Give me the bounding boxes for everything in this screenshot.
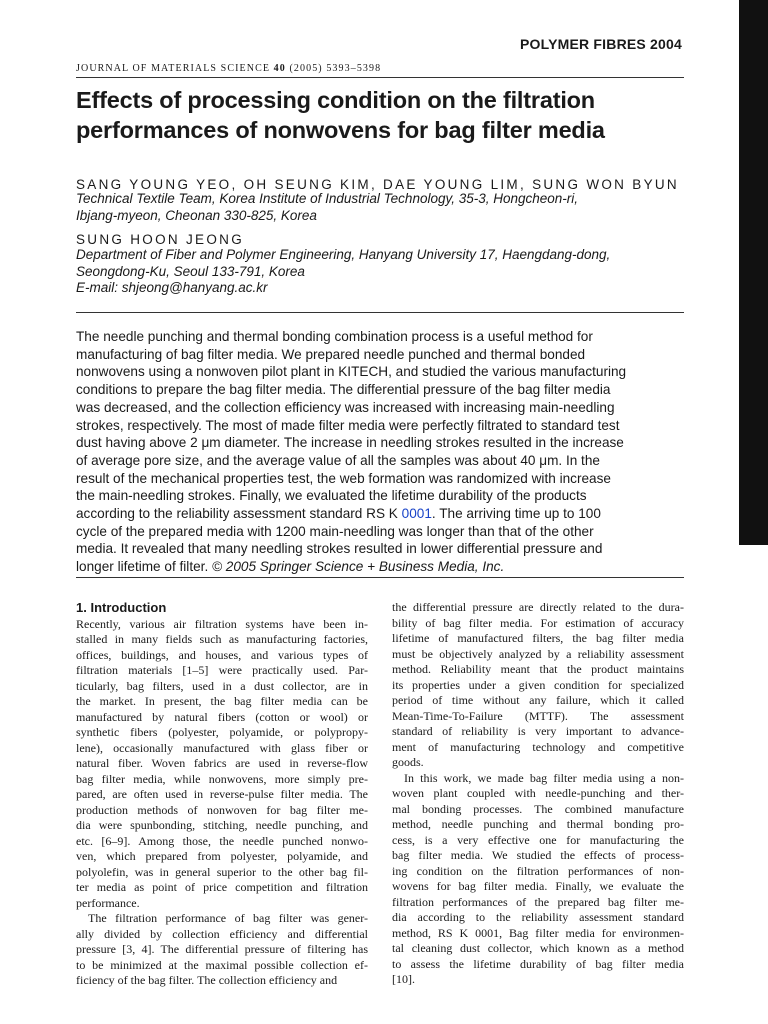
body-text-line: polyolefin, was in general superior to the other bag fil- <box>76 864 368 879</box>
body-text-line: woven plant coupled with needle-punching and ther- <box>392 786 684 800</box>
body-text-line: the differential pressure are directly related to the dura- <box>392 600 684 614</box>
body-column-left <box>76 600 368 989</box>
affiliation-line: Department of Fiber and Polymer Engineering, Hanyang University 17, Haengdang-dong, <box>76 247 611 262</box>
body-text-line: Mean-Time-To-Failure (MTTF). The assessment <box>392 708 684 723</box>
title-line: Effects of processing condition on the filtration <box>76 87 595 113</box>
paper-title <box>76 85 716 145</box>
affiliation <box>76 191 716 224</box>
abstract-line: the main-needling strokes. Finally, we evaluated the lifetime durability of the products <box>76 488 587 504</box>
body-text-line: filtration performances of the prepared bag filter me- <box>392 894 684 909</box>
abstract-line: conditions to prepare the bag filter media. The differential pressure of the bag filter media <box>76 382 611 398</box>
body-text-line: pared, are often used in reverse-pulse filter media. The <box>76 787 368 801</box>
body-text-line: lene), occasionally manufactured with glass fiber or <box>76 740 368 755</box>
body-text-line: to be minimized at the maximal possible collection ef- <box>76 957 368 972</box>
body-text-line: period of time without any failure, which it called <box>392 693 684 707</box>
series-label: POLYMER FIBRES 2004 <box>519 36 682 52</box>
affiliation-line: Ibjang-myeon, Cheonan 330-825, Korea <box>76 207 317 223</box>
body-text-line: ven, which prepared from polyester, polyamide, and <box>76 849 368 863</box>
abstract-line: was decreased, and the collection efficiency was increased with increasing main-needling <box>76 399 615 415</box>
journal-name: JOURNAL OF MATERIALS SCIENCE <box>76 63 274 74</box>
body-text-line: pressure [3, 4]. The differential pressure of filtering has <box>76 942 368 956</box>
body-text-line: ter media as point of price competition and filtration <box>76 880 368 894</box>
body-text-line: ficiency of the bag filter. The collection efficiency and <box>76 973 338 987</box>
body-text-line: etc. [6–9]. Among those, the needle punched nonwo- <box>76 833 368 848</box>
abstract-line: media. It revealed that many needling strokes resulted in lower differential pressure and <box>76 541 603 557</box>
affiliation-line: Seongdong-Ku, Seoul 133-791, Korea <box>76 263 305 279</box>
body-text-line: goods. <box>392 755 424 769</box>
author-email[interactable]: E-mail: shjeong@hanyang.ac.kr <box>76 280 268 295</box>
body-text-line: synthetic fibers (polyester, polyamide, or polypropy- <box>76 725 368 739</box>
abstract-text: according to the reliability assessment standard RS K <box>76 506 402 522</box>
abstract-line: The needle punching and thermal bonding combination process is a useful method for <box>76 329 593 344</box>
standard-link[interactable]: 0001 <box>401 506 432 522</box>
body-column-right <box>392 600 684 988</box>
abstract-text: longer lifetime of filter. <box>76 559 212 575</box>
body-text-line: lifetime of manufactured filters, the bag filter media <box>392 631 684 645</box>
journal-volume: 40 <box>273 63 286 74</box>
body-text-line: offices, buildings, and houses, and various types of <box>76 647 368 662</box>
body-text-line: its properties under a given condition for specialized <box>392 677 684 692</box>
body-text-line: the market. In present, the bag filter media can be <box>76 694 368 708</box>
affiliation <box>76 247 716 297</box>
body-text-line: bility of bag filter media. For estimation of accuracy <box>392 615 684 630</box>
body-text-line: bag filter media, while nonwovens, more simply pre- <box>76 771 368 786</box>
body-text-line: In this work, we made bag filter media using a non- <box>404 770 684 785</box>
header-rule <box>76 77 684 78</box>
body-text-line: natural fiber. Woven fabrics are used in reverse-flow <box>76 756 368 770</box>
body-text-line: dia were spunbonding, stitching, needle punching, and <box>76 818 368 832</box>
section-heading: 1. Introduction <box>76 600 167 615</box>
abstract <box>76 328 688 576</box>
body-text-line: ally divided by collection efficiency and differential <box>76 926 368 941</box>
body-text-line: performance. <box>76 895 140 910</box>
abstract-line: manufacturing of bag filter media. We prepared needle punched and thermal bonded <box>76 346 586 362</box>
body-text-line: stalled in many fields such as manufacturing factories, <box>76 632 368 646</box>
body-text-line: dia according to the reliability assessment standard <box>392 910 684 924</box>
journal-citation <box>76 63 381 74</box>
abstract-line <box>76 505 688 523</box>
abstract-line: strokes, respectively. The most of made filter media were perfectly filtrated to standard test <box>76 417 620 433</box>
body-text-line: cess, is a very effective one for manufacturing the <box>392 832 684 847</box>
body-text-line: bag filter media. We studied the effects of process- <box>392 848 684 862</box>
author-list: SANG YOUNG YEO, OH SEUNG KIM, DAE YOUNG LIM, SUNG WON BYUN <box>76 177 679 192</box>
body-text-line: ment of manufacturing technology and competitive <box>392 739 684 754</box>
author-list: SUNG HOON JEONG <box>76 232 245 247</box>
body-text-line: ticularly, bag filters, used in a dust collector, are in <box>76 678 368 693</box>
abstract-line: result of the mechanical properties test, the web formation was randomized with increase <box>76 470 611 486</box>
abstract-bottom-rule <box>76 577 684 578</box>
abstract-top-rule <box>76 312 684 313</box>
side-tab <box>739 0 768 545</box>
abstract-line <box>76 558 688 576</box>
journal-pages: (2005) 5393–5398 <box>285 63 382 74</box>
body-text-line: to assess the lifetime durability of bag filter media <box>392 956 684 971</box>
body-text-line: must be objectively analyzed by a reliability assessment <box>392 646 684 661</box>
body-text-line: method, RS K 0001, Bag filter media for environmen- <box>392 925 684 940</box>
body-text-line: [10]. <box>392 972 415 986</box>
body-text-line: filtration materials [1–5] were practically used. Par- <box>76 663 368 677</box>
body-text-line: method, needle punching and thermal bonding pro- <box>392 817 684 831</box>
body-text-line: mal bonding processes. The combined manufacture <box>392 801 684 816</box>
abstract-line: dust having above 2 μm diameter. The increase in needling strokes resulted in the increase <box>76 435 624 451</box>
body-text-line: tal cleaning dust collector, which known as a method <box>392 941 684 955</box>
affiliation-line: Technical Textile Team, Korea Institute of Industrial Technology, 35-3, Hongcheon-ri, <box>76 191 579 206</box>
copyright-notice: © 2005 Springer Science + Business Media, Inc. <box>212 559 505 575</box>
body-text-line: The filtration performance of bag filter was gener- <box>88 911 368 925</box>
body-text-line: ing condition on the filtration performances of non- <box>392 863 684 878</box>
abstract-text: . The arriving time up to 100 <box>431 506 601 522</box>
body-text-line: manufactured by natural fibers (cotton or wool) or <box>76 709 368 724</box>
body-text-line: method. Reliability meant that the product maintains <box>392 662 684 676</box>
body-text-line: standard of reliability is very important to advance- <box>392 724 684 738</box>
body-text-line: production methods of nonwoven for bag filter me- <box>76 802 368 817</box>
abstract-line: nonwovens using a nonwoven pilot plant in KITECH, and studied the various manufacturing <box>76 364 627 380</box>
abstract-line: of average pore size, and the average value of all the samples was about 40 μm. In the <box>76 452 600 468</box>
body-text-line: wovens for bag filter media. Finally, we evaluate the <box>392 879 684 893</box>
title-line: performances of nonwovens for bag filter media <box>76 117 605 143</box>
abstract-line: cycle of the prepared media with 1200 main-needling was longer than that of the other <box>76 523 594 539</box>
body-text-line: Recently, various air filtration systems have been in- <box>76 616 368 631</box>
